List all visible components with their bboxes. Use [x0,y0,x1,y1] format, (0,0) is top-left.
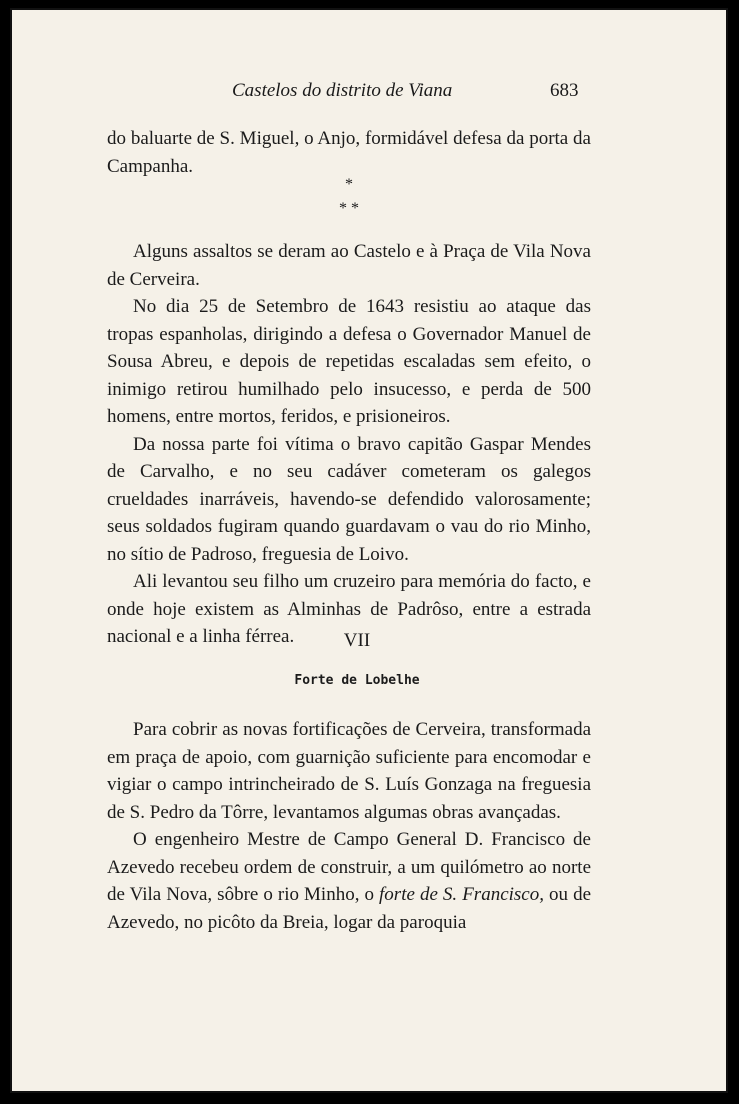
paragraph: Ali levantou seu filho um cruzeiro para memória do facto, e onde hoje existem as Alminhas de Padrôso, entre a estrada nacional e a linha férrea. [107,571,591,647]
book-page [10,8,728,1093]
text-block-lobelhe [107,716,591,936]
paragraph: Alguns assaltos se deram ao Castelo e à Praça de Vila Nova de Cerveira. [107,241,591,290]
paragraph: Para cobrir as novas fortificações de Cerveira, transformada em praça de apoio, com guarnição suficiente para encomodar e vigiar o campo intrincheirado de S. Luís Gonzaga na freguesia de S. Pedro da Tôrre, levantamos algumas obras avançadas. [107,719,591,823]
running-title: Castelos do distrito de Viana [232,80,453,101]
section-number: VII [343,630,371,651]
running-head [12,78,726,106]
paragraph: No dia 25 de Setembro de 1643 resistiu ao ataque das tropas espanholas, dirigindo a defesa o Governador Manuel de Sousa Abreu, e depois de repetidas escaladas sem efeito, o inimigo retirou humilhado pelo insucesso, e perda de 500 homens, entre mortos, feridos, e prisioneiros. [107,296,591,427]
page-number: 683 [550,80,579,101]
paragraph-text: ou de Azevedo, no picôto da Breia, logar da paroquia [107,884,592,933]
fort-name-italic: forte de S. Francisco, [379,884,544,905]
text-block-cerveira [107,238,591,651]
section-stars-bottom: * * [339,200,359,217]
paragraph: Da nossa parte foi vítima o bravo capitão Gaspar Mendes de Carvalho, e no seu cadáver cometeram os galegos crueldades inarráveis, havendo-se defendido valorosamente; seus soldados fugiram quando guardavam o vau do rio Minho, no sítio de Padroso, freguesia de Loivo. [107,433,591,565]
paragraph-text: O engenheiro Mestre de Campo General D. Francisco de Azevedo recebeu ordem de construir, a um quilómetro ao norte de Vila Nova, sôbre o rio Minho, o [107,829,591,905]
text-block-continuation [107,125,591,180]
section-title: Forte de Lobelhe [294,673,420,688]
section-stars-top: * [345,176,353,193]
paragraph [107,826,591,936]
paragraph: do baluarte de S. Miguel, o Anjo, formidável defesa da porta da Campanha. [107,128,591,177]
